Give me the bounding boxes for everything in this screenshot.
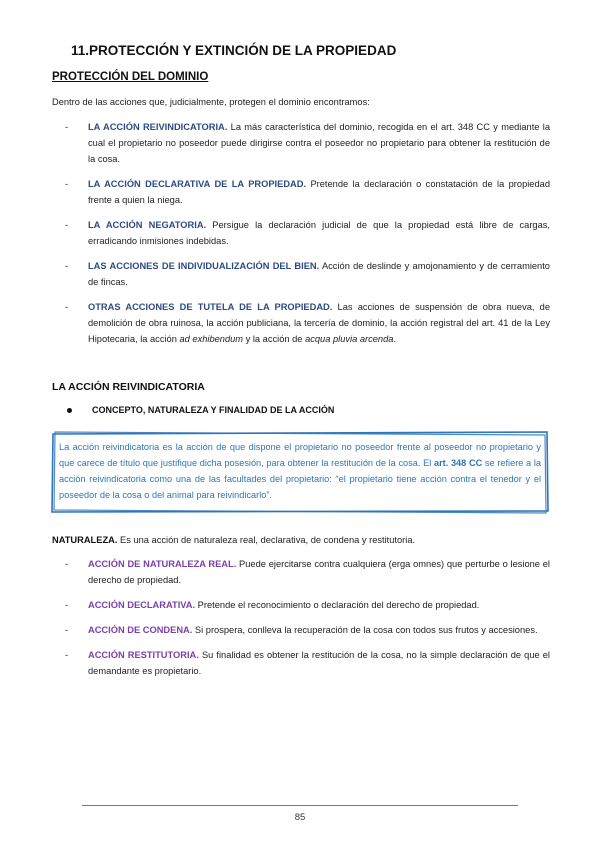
list-item: - ACCIÓN DE CONDENA. Si prospera, conlleva la recuperación de la cosa con todos sus frutos y accesiones.	[65, 625, 538, 635]
nature-title: ACCIÓN RESTITUTORIA.	[88, 650, 199, 660]
intro-paragraph: Dentro de las acciones que, judicialmente, protegen el dominio encontramos:	[52, 97, 370, 107]
page-title: 11.PROTECCIÓN Y EXTINCIÓN DE LA PROPIEDAD	[71, 43, 397, 58]
list-item: - OTRAS ACCIONES DE TUTELA DE LA PROPIEDAD. Las acciones de suspensión de obra nueva, de demolición de obra ruinosa, la acción publiciana, la tercería de dominio, la acción registral del art. 41 de la Ley Hipotecaria, la acción ad exhibendum y la acción de acqua pluvia arcenda.	[65, 302, 550, 344]
action-title: OTRAS ACCIONES DE TUTELA DE LA PROPIEDAD.	[88, 302, 333, 312]
definition-box	[50, 430, 550, 514]
actions-list	[52, 119, 550, 356]
definition-text: La acción reivindicatoria es la acción de que dispone el propietario no poseedor frente al poseedor no propietario y que carece de título que justifique dicha posesión, para obtener la restitución de la cosa. El art. 348 CC se refiere a la acción reivindicatoria como una de las facultades del propietario: “el propietario tiene acción contra el tenedor y el poseedor de la cosa o del animal para reivindicarlo”.	[59, 442, 541, 500]
bullet-icon	[67, 408, 72, 413]
list-item: - LAS ACCIONES DE INDIVIDUALIZACIÓN DEL BIEN. Acción de deslinde y amojonamiento y de cerramiento de fincas.	[65, 261, 550, 287]
list-item: - ACCIÓN DECLARATIVA. Pretende el reconocimiento o declaración del derecho de propiedad.	[65, 600, 480, 610]
nature-title: ACCIÓN DE CONDENA.	[88, 625, 193, 635]
action-title: LA ACCIÓN REIVINDICATORIA.	[88, 122, 228, 132]
list-item: - LA ACCIÓN REIVINDICATORIA. La más característica del dominio, recogida en el art. 348 CC y mediante la cual el propietario no poseedor puede dirigirse contra el poseedor no propietario para obtener la restitución de la cosa.	[65, 122, 551, 164]
section-subheading: PROTECCIÓN DEL DOMINIO	[52, 71, 209, 83]
page-number: 85	[294, 812, 306, 823]
section-title: LA ACCIÓN REIVINDICATORIA	[52, 381, 205, 393]
list-item: - ACCIÓN DE NATURALEZA REAL. Puede ejercitarse contra cualquiera (erga omnes) que perturbe o lesione el derecho de propiedad.	[65, 559, 550, 585]
nature-title: ACCIÓN DE NATURALEZA REAL.	[88, 559, 237, 569]
list-item: - LA ACCIÓN NEGATORIA. Persigue la declaración judicial de que la propiedad está libre de cargas, erradicando inmisiones indebidas.	[65, 220, 550, 246]
action-title: LA ACCIÓN DECLARATIVA DE LA PROPIEDAD.	[88, 179, 307, 189]
action-title: LAS ACCIONES DE INDIVIDUALIZACIÓN DEL BIEN.	[88, 261, 320, 271]
footer-divider	[82, 805, 518, 806]
list-item: - LA ACCIÓN DECLARATIVA DE LA PROPIEDAD. Pretende la declaración o constatación de la propiedad frente a quien la niega.	[65, 179, 550, 205]
naturaleza-paragraph: NATURALEZA. Es una acción de naturaleza real, declarativa, de condena y restitutoria.	[52, 535, 416, 545]
nature-title: ACCIÓN DECLARATIVA.	[88, 600, 196, 610]
bullet-heading: CONCEPTO, NATURALEZA Y FINALIDAD DE LA ACCIÓN	[52, 405, 334, 415]
list-item: - ACCIÓN RESTITUTORIA. Su finalidad es obtener la restitución de la cosa, no la simple declaración de que el demandante es propietario.	[65, 650, 550, 676]
action-title: LA ACCIÓN NEGATORIA.	[88, 220, 207, 230]
nature-list	[52, 556, 550, 688]
